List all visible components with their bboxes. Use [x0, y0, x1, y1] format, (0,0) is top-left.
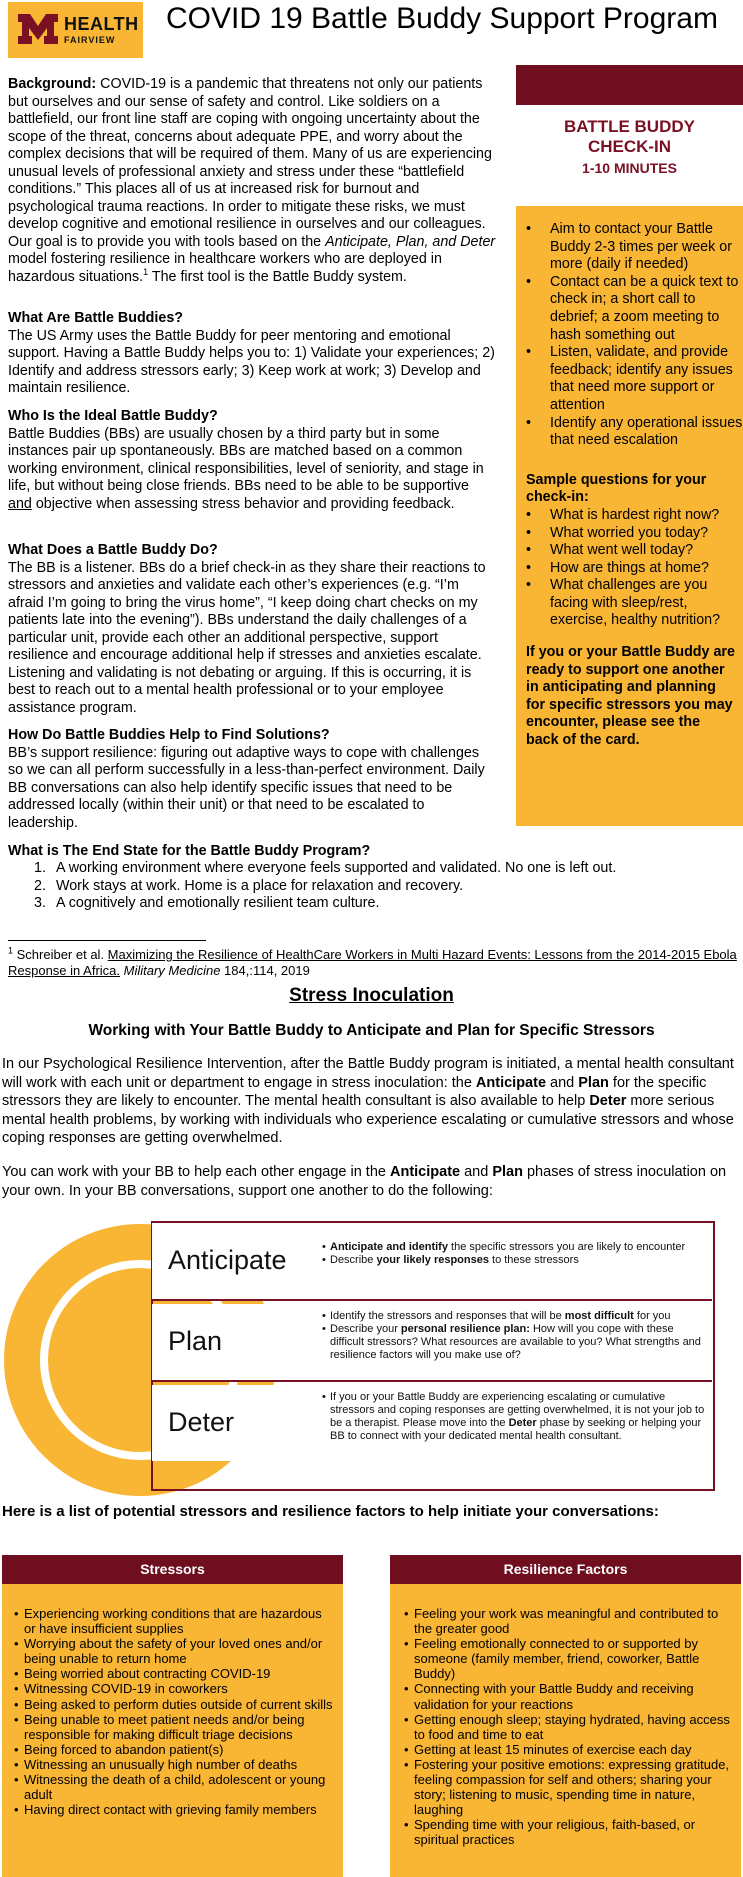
text: Anticipate	[390, 1164, 461, 1180]
text: and	[460, 1164, 493, 1180]
footnote-divider	[8, 940, 206, 941]
checkin-title	[516, 117, 743, 157]
list-item	[322, 1241, 707, 1254]
solutions-heading: How Do Battle Buddies Help to Find Solutions?	[8, 727, 330, 743]
text: your likely responses	[376, 1254, 489, 1266]
list-item	[322, 1254, 707, 1267]
stress-paragraph-2	[2, 1163, 740, 1200]
list-item: • Witnessing the death of a child, adolescent or young adult	[12, 1772, 335, 1802]
deter-description	[322, 1391, 707, 1443]
what-are-section	[8, 310, 496, 398]
stress-paragraph-1	[2, 1055, 740, 1148]
list-item: • How are things at home?	[516, 560, 743, 578]
text: How will you cope with these difficult stressors? What resources are available to you? What strengths and resilience factors will you make use of?	[330, 1323, 701, 1361]
stressors-panel	[2, 1584, 343, 1877]
list-item	[34, 895, 734, 913]
stressors-header: Stressors	[2, 1555, 343, 1584]
list-item	[322, 1310, 707, 1323]
text: Describe your	[330, 1323, 401, 1335]
list-item: • Being asked to perform duties outside of current skills	[12, 1697, 335, 1712]
text: Deter	[508, 1417, 537, 1429]
plan-label: Plan	[168, 1326, 223, 1356]
text: Identify the stressors and responses that will be	[330, 1310, 565, 1322]
checkin-final-note: If you or your Battle Buddy are ready to support one another in anticipating and planning for specific stressors you may encounter, please see the back of the card.	[526, 644, 735, 749]
plan-row	[152, 1304, 712, 1382]
list-item: • What challenges are you facing with sleep/rest, exercise, healthy nutrition?	[516, 577, 743, 630]
anticipate-label: Anticipate	[168, 1245, 287, 1275]
footnote-number: 1	[8, 945, 14, 956]
logo	[8, 2, 143, 58]
model-name: Anticipate, Plan, and Deter	[325, 233, 496, 250]
footnote-citation: 184,:114, 2019	[220, 963, 310, 978]
end-state-heading	[8, 843, 743, 861]
text: to these stressors	[488, 1254, 579, 1266]
logo-health-text: HEALTH	[64, 14, 139, 34]
stress-inoculation-subtitle: Working with Your Battle Buddy to Anticipate and Plan for Specific Stressors	[88, 1022, 655, 1039]
list-item: • Getting at least 15 minutes of exercise each day	[402, 1742, 731, 1757]
text: most difficult	[564, 1310, 634, 1322]
list-item: • Contact can be a quick text to check in; a short call to debrief; a zoom meeting to hash something out	[516, 274, 743, 344]
list-item: • Experiencing working conditions that are hazardous or have insufficient supplies	[12, 1606, 335, 1636]
checkin-header-bar	[516, 65, 743, 105]
solutions-text: BB’s support resilience: figuring out adaptive ways to cope with challenges so we can all perform successfully in a less-than-perfect environment. Daily BB conversations can also help identify specific issues that need to be addressed locally (within their unit) or that need to be escalated to leadership.	[8, 744, 485, 831]
text: phase by seeking or helping your BB to connect with your dedicated mental health consultant.	[330, 1417, 702, 1442]
end-state-list	[34, 860, 734, 913]
text: for you	[633, 1310, 671, 1322]
solutions-section	[8, 727, 496, 832]
text: and	[546, 1074, 579, 1091]
background-text-1: COVID-19 is a pandemic that threatens not only our patients but ourselves and our sense of safety and control. Like soldiers on a battlefield, our front line staff are coping with ongoing uncertainty about the scope of the threat, concerns about adequate PPE, and worry about the complex decisions that will be required of them. Many of us are experiencing unusual levels of professional anxiety and stress under these “battlefield conditions.” This places all of us at increased risk for burnout and psychological trauma reactions. In order to mitigate these risks, we must develop cognitive and emotional resilience in ourselves and our colleagues. Our goal is to provide you with tools based on the	[8, 76, 492, 250]
list-item: • Witnessing an unusually high number of deaths	[12, 1757, 335, 1772]
anticipate-description	[322, 1241, 707, 1267]
ideal-text-1: Battle Buddies (BBs) are usually chosen by a third party but in some instances pair up spontaneously. BBs are matched based on a common working environment, clinical responsibilities, level of seniority, and stage in life, but without being close friends. BBs need to be able to be supportive	[8, 425, 484, 494]
list-item: • What went well today?	[516, 542, 743, 560]
footnote-ref: 1	[143, 266, 149, 277]
checkin-panel	[516, 206, 743, 826]
checkin-bullets	[516, 221, 743, 450]
text: You can work with your BB to help each other engage in the	[2, 1164, 390, 1180]
text: If you or your Battle Buddy are experiencing escalating or cumulative stressors and coping responses are getting overwhelmed, it is not your job to be a therapist. Please move into the	[330, 1391, 705, 1429]
list-item: • Being forced to abandon patient(s)	[12, 1742, 335, 1757]
text: Plan	[492, 1164, 523, 1180]
deter-row	[152, 1385, 712, 1461]
ideal-heading: Who Is the Ideal Battle Buddy?	[8, 408, 218, 424]
does-heading: What Does a Battle Buddy Do?	[8, 542, 218, 558]
text: Deter	[589, 1093, 627, 1109]
footnote-article: Maximizing the Resilience of HealthCare Workers in Multi Hazard Events: Lessons from the 2014-2015 Ebola Response in Africa.	[8, 947, 737, 978]
list-item: • Having direct contact with grieving family members	[12, 1802, 335, 1817]
list-item	[322, 1323, 707, 1362]
item-number: 3.	[34, 895, 46, 911]
item-number: 2.	[34, 877, 46, 894]
list-item: • Connecting with your Battle Buddy and receiving validation for your reactions	[402, 1681, 731, 1711]
item-number: 1.	[34, 860, 46, 876]
list-item	[322, 1391, 707, 1443]
checkin-title-text: BATTLE BUDDY CHECK-IN	[564, 117, 695, 156]
list-item: • Being unable to meet patient needs and/or being responsible for making difficult triage decisions	[12, 1712, 335, 1742]
text: Anticipate	[475, 1074, 547, 1091]
footnote	[8, 947, 743, 979]
does-section	[8, 542, 496, 717]
anticipate-plan-deter-diagram	[0, 1220, 743, 1496]
item-text: Work stays at work. Home is a place for relaxation and recovery.	[56, 877, 464, 894]
list-item: • What worried you today?	[516, 525, 743, 543]
list-item: • Identify any operational issues that need escalation	[516, 415, 743, 450]
list-item: • Feeling emotionally connected to or supported by someone (family member, friend, coworker, Battle Buddy)	[402, 1636, 731, 1681]
background-text-2: model fostering resilience in healthcare workers who are deployed in hazardous situations.	[8, 251, 442, 285]
list-item: • Listen, validate, and provide feedback; identify any issues that need more support or attention	[516, 344, 743, 414]
checkin-subtitle: 1-10 MINUTES	[582, 160, 677, 176]
list-item: • Feeling your work was meaningful and contributed to the greater good	[402, 1606, 731, 1636]
list-item	[34, 860, 734, 878]
factors-intro: Here is a list of potential stressors and resilience factors to help initiate your conversations:	[2, 1503, 659, 1520]
list-item: • Worrying about the safety of your loved ones and/or being unable to return home	[12, 1636, 335, 1666]
list-item: • What is hardest right now?	[516, 507, 743, 525]
footnote-authors: Schreiber et al.	[13, 947, 108, 962]
list-item: • Being worried about contracting COVID-19	[12, 1666, 335, 1681]
what-are-text: The US Army uses the Battle Buddy for peer mentoring and emotional support. Having a Battle Buddy helps you to: 1) Validate your experiences; 2) Identify and address stressors early; 3) Keep work at work; 3) Develop and maintain resilience.	[8, 327, 495, 396]
list-item: • Aim to contact your Battle Buddy 2-3 times per week or more (daily if needed)	[516, 221, 743, 274]
list-item: • Witnessing COVID-19 in coworkers	[12, 1681, 335, 1696]
list-item: • Spending time with your religious, faith-based, or spiritual practices	[402, 1817, 731, 1847]
item-text: A working environment where everyone feels supported and validated. No one is left out.	[56, 860, 617, 876]
stress-inoculation-title: Stress Inoculation	[289, 985, 454, 1006]
text: the specific stressors you are likely to encounter	[447, 1241, 686, 1253]
background-paragraph	[8, 76, 496, 286]
page-title: COVID 19 Battle Buddy Support Program	[166, 2, 718, 35]
text: In our Psychological Resilience Intervention, after the Battle Buddy program is initiated, a mental health consultant will work with each unit or department to engage in stress inoculation: the	[2, 1056, 734, 1091]
text: phases of stress inoculation on your own. In your BB conversations, support one another to do the following:	[2, 1164, 727, 1199]
resilience-panel	[390, 1584, 741, 1877]
ideal-text-2: objective when assessing stress behavior and providing feedback.	[31, 495, 455, 512]
does-text: The BB is a listener. BBs do a brief check-in as they share their reactions to stressors and anxieties and validate each other’s experiences (e.g. “I’m afraid I’m going to bring the virus home”, “I keep doing chart checks on my patients late into the evening”). BBs understand the daily challenges of a particular unit, provide each other an additional perspective, support resilience and encourage additional help if stresses and anxieties escalate. Listening and validating is not debating or arguing. If this is occurring, it is best to reach out to a mental health professional or to your employee assistance program.	[8, 559, 486, 716]
ideal-and: and	[8, 495, 32, 512]
list-item	[34, 878, 734, 896]
list-item: • Fostering your positive emotions: expressing gratitude, feeling compassion for self and others; sharing your story; listening to music, spending time in nature, laughing	[402, 1757, 731, 1817]
background-label: Background:	[8, 76, 97, 92]
ideal-section	[8, 408, 496, 513]
text: personal resilience plan:	[400, 1323, 530, 1335]
stressors-list	[12, 1606, 335, 1817]
item-text: A cognitively and emotionally resilient team culture.	[56, 895, 380, 911]
resilience-list	[402, 1606, 731, 1848]
text: for the specific stressors they are likely to encounter. The mental health consultant is also available to help	[2, 1074, 707, 1109]
what-are-heading: What Are Battle Buddies?	[8, 310, 184, 326]
logo-fairview-text: FAIRVIEW	[64, 35, 116, 45]
text: Plan	[578, 1074, 609, 1091]
list-item: • Getting enough sleep; staying hydrated, having access to food and time to eat	[402, 1712, 731, 1742]
text: Describe	[330, 1254, 377, 1266]
questions-heading: Sample questions for your check-in:	[526, 471, 707, 506]
background-text-3: The first tool is the Battle Buddy system.	[148, 268, 407, 285]
anticipate-row	[152, 1223, 712, 1301]
text: Anticipate and identify	[330, 1241, 448, 1253]
footnote-journal: Military Medicine	[120, 963, 221, 978]
deter-label: Deter	[168, 1407, 235, 1437]
text: more serious mental health problems, by working with individuals who experience escalating or cumulative stressors and whose coping responses are getting overwhelmed.	[2, 1093, 734, 1146]
university-m-logo-icon	[18, 14, 58, 44]
end-state-heading-text: What is The End State for the Battle Buddy Program?	[8, 843, 371, 859]
resilience-header: Resilience Factors	[390, 1555, 741, 1584]
questions-list	[516, 507, 743, 630]
plan-description	[322, 1310, 707, 1362]
